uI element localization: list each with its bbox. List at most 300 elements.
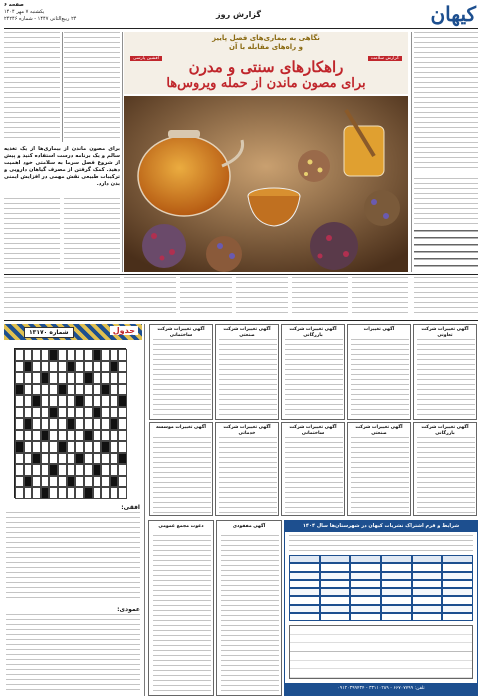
crossword-cell[interactable] [84, 418, 93, 430]
crossword-cell[interactable] [58, 349, 67, 361]
crossword-grid[interactable] [14, 348, 126, 498]
crossword-cell[interactable] [67, 487, 76, 499]
subscription-table-cell [320, 572, 351, 580]
ad-title: دعوت مجمع عمومی [158, 524, 204, 529]
subscription-table-cell [412, 613, 443, 621]
left-column-5 [4, 277, 120, 317]
crossword-cell[interactable] [84, 361, 93, 373]
crossword-cell[interactable] [118, 349, 127, 361]
subscription-table-cell [442, 580, 473, 588]
crossword-cell[interactable] [58, 407, 67, 419]
crossword-cell [101, 441, 110, 453]
article-column-e [352, 277, 408, 317]
subscription-table-cell [350, 596, 381, 604]
crossword-cell[interactable] [118, 372, 127, 384]
ad-body [153, 535, 211, 693]
crossword-cell[interactable] [75, 430, 84, 442]
subscription-table-cell [289, 596, 320, 604]
left-column-2 [64, 32, 120, 142]
subscription-table-cell [350, 563, 381, 571]
ad-title: آگهی مفقودی [232, 524, 266, 529]
ad-body [417, 437, 475, 513]
subscription-table-cell [350, 572, 381, 580]
crossword-cell[interactable] [75, 361, 84, 373]
crossword-cell [24, 361, 33, 373]
crossword-cell[interactable] [110, 441, 119, 453]
crossword-cell[interactable] [101, 476, 110, 488]
crossword-cell[interactable] [67, 395, 76, 407]
crossword-cell [93, 349, 102, 361]
subscription-table-cell [350, 588, 381, 596]
right-column-2 [414, 178, 478, 226]
crossword-cell[interactable] [101, 418, 110, 430]
crossword-cell[interactable] [41, 349, 50, 361]
crossword-cell[interactable] [93, 453, 102, 465]
crossword-down-label: عمودی: [117, 606, 140, 613]
crossword-cell [49, 464, 58, 476]
subscription-table-cell [412, 563, 443, 571]
crossword-cell[interactable] [101, 487, 110, 499]
crossword-cell[interactable] [32, 418, 41, 430]
ad-title: آگهی تغییرات شرکت ساختمانی [289, 425, 337, 436]
crossword-cell[interactable] [67, 453, 76, 465]
feature-header [124, 32, 408, 94]
left-column-4 [64, 198, 120, 272]
ad-title: آگهی تغییرات شرکت تعاونی [421, 327, 469, 338]
subscription-table-cell [320, 588, 351, 596]
ad-title: آگهی تغییرات شرکت صنعتی [223, 327, 271, 338]
ad-title: آگهی تغییرات شرکت صنعتی [355, 425, 403, 436]
crossword-cell[interactable] [93, 487, 102, 499]
crossword-cell[interactable] [49, 476, 58, 488]
crossword-cell[interactable] [75, 464, 84, 476]
crossword-cell [84, 372, 93, 384]
crossword-cell[interactable] [49, 372, 58, 384]
crossword-cell[interactable] [41, 395, 50, 407]
crossword-cell[interactable] [41, 418, 50, 430]
crossword-cell[interactable] [24, 453, 33, 465]
crossword-cell[interactable] [41, 476, 50, 488]
ad-box [149, 422, 213, 516]
crossword-cell[interactable] [32, 384, 41, 396]
crossword-cell [67, 476, 76, 488]
subscription-table-cell [442, 605, 473, 613]
crossword-cell[interactable] [101, 430, 110, 442]
crossword-cell [110, 476, 119, 488]
crossword-cell[interactable] [84, 384, 93, 396]
crossword-cell[interactable] [49, 430, 58, 442]
crossword-cell [15, 384, 24, 396]
crossword-cell[interactable] [118, 418, 127, 430]
crossword-cell[interactable] [118, 384, 127, 396]
crossword-cell[interactable] [118, 487, 127, 499]
crossword-cell[interactable] [67, 441, 76, 453]
crossword-cell[interactable] [110, 349, 119, 361]
subscription-table-cell [289, 580, 320, 588]
subscription-table-cell [412, 572, 443, 580]
crossword-cell[interactable] [93, 395, 102, 407]
crossword-cell[interactable] [118, 430, 127, 442]
ad-box [281, 324, 345, 420]
column-rule [411, 32, 412, 272]
crossword-cell [118, 453, 127, 465]
crossword-cell[interactable] [101, 407, 110, 419]
subscription-table-cell [320, 580, 351, 588]
crossword-cell[interactable] [75, 441, 84, 453]
crossword-cell[interactable] [110, 453, 119, 465]
crossword-cell[interactable] [32, 464, 41, 476]
right-pull-quote [414, 230, 478, 272]
crossword-cell[interactable] [110, 430, 119, 442]
crossword-cell[interactable] [15, 453, 24, 465]
crossword-cell [49, 407, 58, 419]
ad-title: آگهی تغییرات شرکت خدماتی [223, 425, 271, 436]
crossword-cell[interactable] [75, 349, 84, 361]
crossword-cell[interactable] [58, 395, 67, 407]
crossword-cell [41, 372, 50, 384]
left-column-1 [4, 32, 60, 142]
crossword-cell[interactable] [118, 441, 127, 453]
crossword-cell[interactable] [32, 476, 41, 488]
crossword-cell[interactable] [41, 361, 50, 373]
subscription-table-cell [381, 572, 412, 580]
crossword-cell[interactable] [75, 407, 84, 419]
subscription-table-cell [381, 563, 412, 571]
crossword-cell[interactable] [93, 418, 102, 430]
crossword-cell[interactable] [93, 476, 102, 488]
subscription-table-cell [320, 613, 351, 621]
crossword-cell[interactable] [49, 453, 58, 465]
crossword-cell[interactable] [15, 487, 24, 499]
ad-title: آگهی تغییرات شرکت ساختمانی [157, 327, 205, 338]
date-line: یکشنبه ۷ مهر ۱۴۰۴ [4, 9, 45, 15]
crossword-cell[interactable] [118, 407, 127, 419]
crossword-cell[interactable] [101, 372, 110, 384]
crossword-title: جدول [110, 326, 138, 335]
crossword-cell[interactable] [58, 372, 67, 384]
crossword-cell[interactable] [84, 395, 93, 407]
crossword-cell[interactable] [67, 407, 76, 419]
crossword-cell[interactable] [58, 464, 67, 476]
brand-logo: کیهان [430, 2, 476, 26]
crossword-cell[interactable] [32, 372, 41, 384]
crossword-cell[interactable] [49, 395, 58, 407]
crossword-cell[interactable] [24, 441, 33, 453]
subscription-table-cell [412, 605, 443, 613]
subscription-table-cell [350, 613, 381, 621]
article-column-b [180, 277, 232, 317]
crossword-cell [67, 418, 76, 430]
crossword-cell[interactable] [110, 384, 119, 396]
subscription-table [289, 555, 473, 621]
ad-box [215, 422, 279, 516]
subscription-table-cell [350, 555, 381, 563]
crossword-cell[interactable] [67, 464, 76, 476]
crossword-cell [118, 395, 127, 407]
crossword-cell[interactable] [75, 476, 84, 488]
subscription-table-cell [381, 555, 412, 563]
crossword-cell[interactable] [118, 464, 127, 476]
ad-body [285, 339, 343, 417]
crossword-cell[interactable] [84, 453, 93, 465]
crossword-cell[interactable] [24, 430, 33, 442]
crossword-down-clues [6, 614, 140, 694]
crossword-cell [75, 395, 84, 407]
crossword-cell[interactable] [101, 464, 110, 476]
crossword-cell [75, 453, 84, 465]
crossword-cell[interactable] [84, 476, 93, 488]
subscription-table-cell [412, 588, 443, 596]
feature-photo [124, 96, 408, 272]
crossword-cell [49, 349, 58, 361]
crossword-cell[interactable] [49, 487, 58, 499]
subscription-table-cell [289, 563, 320, 571]
crossword-cell [41, 430, 50, 442]
crossword-cell[interactable] [58, 476, 67, 488]
crossword-cell [32, 453, 41, 465]
ad-body [351, 339, 409, 417]
crossword-cell[interactable] [15, 464, 24, 476]
subscription-table-cell [350, 580, 381, 588]
crossword-cell[interactable] [15, 372, 24, 384]
subscription-table-cell [320, 596, 351, 604]
section-rule [4, 274, 478, 275]
crossword-cell[interactable] [32, 407, 41, 419]
crossword-cell[interactable] [58, 487, 67, 499]
crossword-cell[interactable] [15, 418, 24, 430]
crossword-cell[interactable] [32, 441, 41, 453]
crossword-cell [101, 384, 110, 396]
right-column-1 [414, 32, 478, 172]
crossword-cell[interactable] [32, 430, 41, 442]
crossword-cell[interactable] [75, 418, 84, 430]
crossword-cell[interactable] [15, 395, 24, 407]
crossword-across-clues [6, 512, 140, 602]
subscription-table-cell [412, 596, 443, 604]
subscription-table-cell [289, 555, 320, 563]
crossword-cell[interactable] [93, 430, 102, 442]
subscription-terms [289, 535, 473, 551]
crossword-cell[interactable] [93, 441, 102, 453]
crossword-cell[interactable] [32, 361, 41, 373]
crossword-cell[interactable] [41, 441, 50, 453]
subscription-table-cell [381, 613, 412, 621]
crossword-cell[interactable] [24, 372, 33, 384]
subscription-table-cell [442, 572, 473, 580]
subscription-table-cell [289, 588, 320, 596]
crossword-cell [93, 407, 102, 419]
subscription-table-cell [412, 580, 443, 588]
ad-box [281, 422, 345, 516]
ad-box [216, 520, 282, 696]
crossword-cell[interactable] [41, 384, 50, 396]
crossword-cell[interactable] [41, 464, 50, 476]
subscription-table-cell [289, 605, 320, 613]
section-title: گزارش روز [216, 10, 261, 19]
crossword-cell[interactable] [24, 395, 33, 407]
crossword-cell [93, 464, 102, 476]
crossword-cell[interactable] [75, 384, 84, 396]
crossword-cell[interactable] [41, 407, 50, 419]
feature-tag-left: افشین پارسی [130, 56, 162, 61]
crossword-cell [110, 418, 119, 430]
feature-headline-1: راهکارهای سنتی و مدرن [188, 58, 344, 76]
ad-body [351, 437, 409, 513]
crossword-cell[interactable] [118, 361, 127, 373]
crossword-cell[interactable] [15, 430, 24, 442]
crossword-cell [41, 487, 50, 499]
crossword-cell[interactable] [84, 407, 93, 419]
feature-tag-right: گزارش سلامت [368, 56, 402, 61]
ad-body [221, 535, 279, 693]
crossword-cell[interactable] [49, 418, 58, 430]
crossword-cell[interactable] [24, 349, 33, 361]
ad-box [413, 422, 477, 516]
subscription-table-cell [442, 613, 473, 621]
crossword-cell [24, 476, 33, 488]
ad-box [149, 324, 213, 420]
crossword-cell[interactable] [118, 476, 127, 488]
crossword-cell [84, 487, 93, 499]
feature-kicker-1: نگاهی به بیماری‌های فصل پاییز [212, 34, 320, 42]
crossword-cell [110, 361, 119, 373]
ad-title: آگهی تغییرات شرکت بازرگانی [421, 425, 469, 436]
crossword-cell[interactable] [49, 361, 58, 373]
masthead-rule [4, 28, 478, 29]
lead-paragraph: برای مصون ماندن از بیماری‌ها از یک تغذیه سالم و یک برنامه درست استفاده کنید و پیش از شروع فصل سرما به سلامتی خود اهمیت دهید. کمک گرفتن از مصرف گیاهان دارویی و ترکیبات طبیعی نقش مهمی در افزایش ایمنی بدن دارد. [4, 146, 120, 187]
crossword-cell[interactable] [67, 430, 76, 442]
crossword-cell [58, 384, 67, 396]
crossword-cell[interactable] [67, 372, 76, 384]
subscription-table-cell [381, 605, 412, 613]
subscription-table-cell [442, 563, 473, 571]
crossword-cell[interactable] [32, 487, 41, 499]
ad-box [215, 324, 279, 420]
article-column-a [124, 277, 176, 317]
crossword-cell[interactable] [58, 453, 67, 465]
crossword-cell[interactable] [101, 349, 110, 361]
crossword-cell[interactable] [24, 464, 33, 476]
subscription-table-cell [381, 596, 412, 604]
subscription-table-cell [320, 555, 351, 563]
crossword-cell[interactable] [75, 372, 84, 384]
subscription-table-cell [320, 563, 351, 571]
subscription-table-cell [442, 596, 473, 604]
ad-title: آگهی تغییرات شرکت بازرگانی [289, 327, 337, 338]
ad-body [153, 437, 211, 513]
ad-body [219, 437, 277, 513]
crossword-cell[interactable] [49, 384, 58, 396]
right-column-3 [414, 277, 478, 317]
crossword-cell[interactable] [24, 487, 33, 499]
feature-headline-2: برای مصون ماندن از حمله ویروس‌ها [166, 76, 366, 91]
crossword-cell[interactable] [101, 453, 110, 465]
subscription-table-cell [320, 605, 351, 613]
crossword-cell[interactable] [110, 372, 119, 384]
crossword-cell[interactable] [58, 361, 67, 373]
subscription-table-cell [442, 555, 473, 563]
subscription-table-cell [381, 580, 412, 588]
subscription-table-cell [381, 588, 412, 596]
ad-box [347, 422, 411, 516]
crossword-across-label: افقی: [121, 504, 140, 511]
ad-box [413, 324, 477, 420]
subscription-phone: تلفن: ۶۶۷۰۷۷۹۹ - ۳۳۱۱۰۲۸۹ - ۰۹۱۲۰۳۹۹۴۳۴ [285, 683, 477, 695]
crossword-cell[interactable] [67, 384, 76, 396]
subscription-form[interactable] [289, 625, 473, 679]
crossword-cell[interactable] [58, 418, 67, 430]
subscription-table-cell [350, 605, 381, 613]
crossword-cell[interactable] [49, 441, 58, 453]
crossword-cell[interactable] [67, 349, 76, 361]
crossword-cell[interactable] [93, 384, 102, 396]
crossword-cell [58, 441, 67, 453]
article-column-d [292, 277, 348, 317]
feature-kicker-2: و راه‌های مقابله با آن [229, 43, 303, 51]
crossword-cell[interactable] [84, 464, 93, 476]
crossword-cell[interactable] [24, 407, 33, 419]
crossword-cell[interactable] [58, 430, 67, 442]
crossword-cell[interactable] [24, 384, 33, 396]
crossword-cell [24, 418, 33, 430]
ad-body [417, 339, 475, 417]
crossword-cell [15, 441, 24, 453]
crossword-cell[interactable] [15, 407, 24, 419]
crossword-cell[interactable] [101, 395, 110, 407]
crossword-cell[interactable] [110, 464, 119, 476]
crossword-cell[interactable] [15, 361, 24, 373]
masthead [0, 0, 482, 28]
subscription-table-cell [289, 572, 320, 580]
column-rule [122, 32, 123, 272]
crossword-cell[interactable] [110, 407, 119, 419]
ad-title: آگهی تغییرات موسسه [156, 425, 206, 430]
subscription-section [284, 520, 478, 696]
crossword-cell [32, 395, 41, 407]
ad-body [153, 339, 211, 417]
crossword-cell[interactable] [93, 372, 102, 384]
page-label: صفحه ۶ [4, 2, 24, 8]
section-rule [4, 320, 478, 321]
column-rule [144, 324, 145, 696]
crossword-cell[interactable] [15, 349, 24, 361]
crossword-cell [84, 430, 93, 442]
crossword-cell[interactable] [84, 441, 93, 453]
ad-box [347, 324, 411, 420]
crossword-cell[interactable] [15, 476, 24, 488]
crossword-cell[interactable] [32, 349, 41, 361]
crossword-cell[interactable] [110, 487, 119, 499]
herbal-tea-illustration [124, 96, 408, 272]
crossword-cell[interactable] [93, 361, 102, 373]
ads-section [148, 324, 478, 516]
subscription-table-cell [289, 613, 320, 621]
subscription-title: شرایط و فرم اشتراک نشریات کیهان در شهرستان‌ها سال ۱۴۰۴ [285, 521, 477, 532]
crossword-cell[interactable] [75, 487, 84, 499]
crossword-cell[interactable] [41, 453, 50, 465]
article-column-c [236, 277, 288, 317]
crossword-cell[interactable] [110, 395, 119, 407]
crossword [4, 324, 142, 696]
crossword-cell[interactable] [84, 349, 93, 361]
crossword-number: شماره ۱۳۱۷۰ [24, 327, 74, 338]
crossword-cell[interactable] [101, 361, 110, 373]
subscription-table-cell [442, 588, 473, 596]
subscription-table-cell [412, 555, 443, 563]
ad-box [148, 520, 214, 696]
ad-body [285, 437, 343, 513]
ad-body [219, 339, 277, 417]
